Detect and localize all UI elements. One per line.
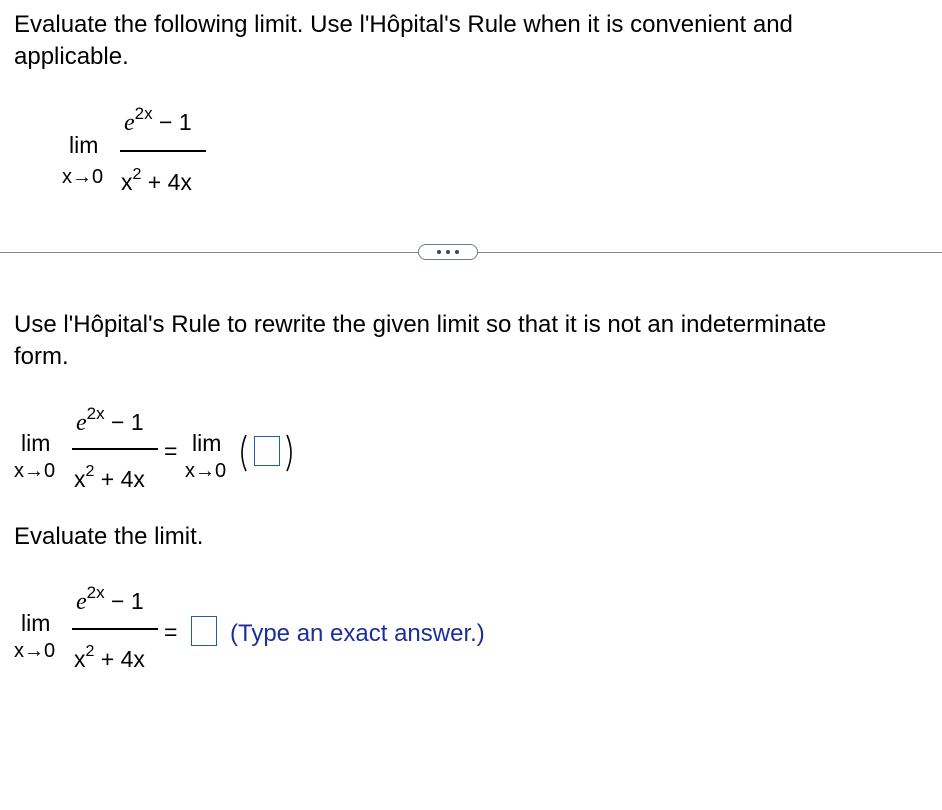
problem-prompt-line2: applicable.: [14, 43, 129, 70]
lim-approach: x→0: [14, 460, 56, 482]
step1-instruction-line1: Use l'Hôpital's Rule to rewrite the given limit so that it is not an indeterminate: [14, 311, 827, 338]
lim-approach: x→0: [14, 640, 56, 662]
more-options-button[interactable]: [418, 244, 478, 260]
numerator: $e^{2x} - 1$: [76, 404, 144, 436]
numerator: $e^{2x} - 1$: [124, 104, 192, 136]
equals-sign: =: [164, 619, 178, 645]
fraction-bar: [72, 628, 158, 630]
equals-sign: =: [164, 438, 178, 464]
denominator: $x^2 + 4x$: [74, 463, 145, 492]
rhs-lim-approach: x→0: [185, 460, 227, 482]
lim-label: lim: [69, 132, 99, 158]
step2-instruction: Evaluate the limit.: [14, 523, 204, 550]
fraction-bar: [120, 150, 206, 152]
step1-answer-input[interactable]: [254, 436, 280, 466]
step1-instruction-line2: form.: [14, 343, 69, 370]
lim-label: lim: [21, 610, 51, 636]
problem-prompt-line1: Evaluate the following limit. Use l'Hôpital's Rule when it is convenient and: [14, 11, 793, 38]
ellipsis-icon: [435, 249, 461, 255]
answer-hint: (Type an exact answer.): [230, 620, 485, 647]
rhs-lim-label: lim: [192, 430, 222, 456]
denominator: $x^2 + 4x$: [74, 643, 145, 672]
lim-label: lim: [21, 430, 51, 456]
numerator: $e^{2x} - 1$: [76, 583, 144, 615]
lim-approach: x→0: [62, 166, 104, 188]
step2-answer-input[interactable]: [191, 616, 217, 646]
denominator: $x^2 + 4x$: [121, 166, 192, 195]
fraction-bar: [72, 448, 158, 450]
